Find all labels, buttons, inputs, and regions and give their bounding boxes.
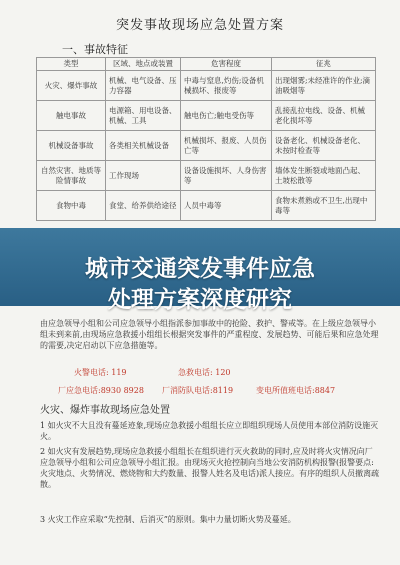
- accident-feature-table: [36, 57, 376, 221]
- hotline-fire: 火警电话: 119: [74, 368, 127, 377]
- table-header-row: [37, 58, 376, 71]
- table-cell: 中毒与窒息,灼伤;设备机械损坏、报废等: [181, 71, 272, 101]
- table-cell: 机械损坏、报废、人员伤亡等: [181, 131, 272, 161]
- table-cell: 食堂、给养供给途径: [106, 191, 181, 221]
- overlay-title-line-2: 处理方案深度研究: [108, 287, 292, 313]
- table-cell: 乱接乱拉电线、设备、机械老化损坏等: [272, 101, 376, 131]
- hotline-ambulance: 急救电话: 120: [178, 368, 231, 377]
- table-header: 区域、地点或装置: [106, 58, 181, 71]
- table-row: [37, 71, 376, 101]
- table-header: 类型: [37, 58, 106, 71]
- sub-heading: 火灾、爆炸事故现场应急处置: [40, 405, 170, 416]
- table-cell: 电源箱、用电设备、机械、工具: [106, 101, 181, 131]
- table-cell: 自然灾害、地质等险情事故: [37, 161, 106, 191]
- table-row: [37, 131, 376, 161]
- paragraph: 3 火灾工作应采取“先控制、后消灭”的原则。集中力量切断火势及蔓延。: [40, 515, 296, 524]
- hotline-plant-emergency: 厂应急电话:8930 8928: [58, 386, 144, 395]
- table-cell: 机械设备事故: [37, 131, 106, 161]
- table-row: [37, 101, 376, 131]
- table-cell: 人员中毒等: [181, 191, 272, 221]
- document-title: 突发事故现场应急处置方案: [115, 18, 284, 33]
- table-header: 征兆: [272, 58, 376, 71]
- table-cell: 设备设施损坏、人身伤害等: [181, 161, 272, 191]
- table-row: [37, 191, 376, 221]
- table-header: 危害程度: [181, 58, 272, 71]
- table-cell: 触电伤亡;触电受伤等: [181, 101, 272, 131]
- paragraph: 1 如火灾不大且没有蔓延迹象,现场应急救援小组组长应立即组织现场人员使用本部位消防设施灭火。: [40, 421, 379, 441]
- hotline-plant-fire-brigade: 厂消防队电话:8119: [162, 386, 234, 395]
- section-heading: 一、事故特征: [62, 43, 128, 56]
- table-cell: 墙体发生断裂或地面凸起、土坡松散等: [272, 161, 376, 191]
- overlay-title-line-1: 城市交通突发事件应急: [85, 256, 315, 282]
- table-cell: 触电事故: [37, 101, 106, 131]
- table-cell: 各类相关机械设备: [106, 131, 181, 161]
- paragraph: 2 如火灾有发展趋势,现场应急救援小组组长在组织进行灭火救助的同时,应及时将火灾情况向厂应急领导小组和公司应急领导小组汇报。由现场灭火抢控制向当地公安消防机构报警(报警要点:火灾地点、火势情况、燃烧物和大约数量、报警人姓名及电话)派人接应。有序的组织人员撤离疏散。: [40, 447, 380, 489]
- table-cell: 火灾、爆炸事故: [37, 71, 106, 101]
- paragraph: 由应急领导小组和公司应急领导小组指派参加事故中的抢险、救护、警戒等。在上级应急领导小组未到来前,由现场应急救援小组组长根据突发事件的严重程度、发展趋势、可能后果和应急处理的需要,决定启动以下应急措施等。: [40, 319, 379, 350]
- table-cell: 食物未煮熟或不卫生,出现中毒等: [272, 191, 376, 221]
- table-cell: 设备老化、机械设备老化、未按时检查等: [272, 131, 376, 161]
- table-cell: 食物中毒: [37, 191, 106, 221]
- table-row: [37, 161, 376, 191]
- table-cell: 机械、电气设备、压力容器: [106, 71, 181, 101]
- hotline-substation: 变电所值班电话:8847: [256, 386, 336, 395]
- table-cell: 工作现场: [106, 161, 181, 191]
- table-cell: 出现烟雾;未经准许的作业;滴油吸烟等: [272, 71, 376, 101]
